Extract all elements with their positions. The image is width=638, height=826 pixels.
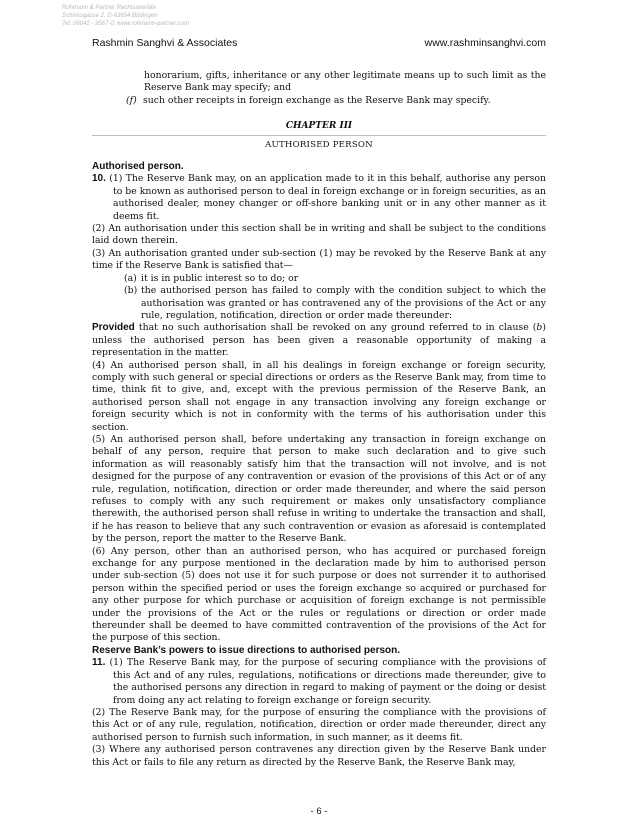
list-text: such other receipts in foreign exchange as the Reserve Bank may specify. — [143, 94, 491, 106]
list-label: (f) — [126, 94, 137, 106]
paragraph — [92, 322, 546, 359]
list-label: (b) — [124, 285, 138, 297]
paragraph-text: that no such authorisation shall be revoked on any ground referred to in clause ( — [134, 322, 537, 334]
paragraph-text: (1) The Reserve Bank may, for the purpose of securing compliance with the provisions of this Act and of any rules, regulations, notifications or directions made thereunder, give to the authorised persons any direction in regard to making of payment or the doing or desist from doing any act relating to foreign exchange or foreign security. — [109, 657, 546, 706]
paragraph: (4) An authorised person shall, in all his dealings in foreign exchange or foreign security, comply with such general or special directions or orders as the Reserve Bank may, from time to time, think fit to give, and, except with the previous permission of the Reserve Bank, an authorised person shall not engage in any transaction involving any foreign exchange or foreign security which is not in conformity with the terms of his authorisation under this section. — [92, 359, 546, 433]
section-number: 10. — [92, 173, 106, 185]
paragraph-text: (1) The Reserve Bank may, on an application made to it in this behalf, authorise any person to be known as authorised person to deal in foreign exchange or in foreign securities, as an authorised dealer, money changer or off-shore banking unit or in any other manner as it deems fit. — [109, 173, 546, 222]
paragraph: (3) Where any authorised person contravenes any direction given by the Reserve Bank under this Act or fails to file any return as directed by the Reserve Bank, the Reserve Bank may, — [92, 744, 546, 768]
chapter-number: CHAPTER III — [285, 121, 353, 132]
paragraph: honorarium, gifts, inheritance or any other legitimate means up to such limit as the Reserve Bank may specify; and — [144, 70, 546, 94]
paragraph: (5) An authorised person shall, before undertaking any transaction in foreign exchange on behalf of any person, require that person to make such declaration and to give such information as will reasonably satisfy him that the transaction will not involve, and is not designed for the purpose of any contravention or evasion of the provisions of this Act or of any rule, regulation, notification, direction or order made thereunder, and where the said person refuses to comply with any such requirement or makes only unsatisfactory compliance therewith, the authorised person shall refuse in writing to undertake the transaction and shall, if he has reason to believe that any such contravention or evasion as aforesaid is contemplated by the person, report the matter to the Reserve Bank. — [92, 433, 546, 545]
firm-name: Rashmin Sanghvi & Associates — [92, 37, 238, 49]
list-item — [92, 285, 546, 322]
page-header — [92, 37, 546, 49]
document-body — [92, 70, 546, 769]
list-label: (a) — [124, 272, 137, 284]
paragraph: (3) An authorisation granted under sub-section (1) may be revoked by the Reserve Bank at any time if the Reserve Bank is satisfied that— — [92, 247, 546, 272]
watermark-line: Schlossgasse 2, D-63654 Büdingen — [62, 13, 158, 19]
section-heading: Authorised person. — [92, 161, 184, 173]
paragraph: (6) Any person, other than an authorised person, who has acquired or purchased foreign exchange for any purpose mentioned in the declaration made by him to authorised person under sub-section (5) does not use it for such purpose or does not surrender it to authorised person within the specified period or uses the foreign exchange so acquired or purchased for any other purpose for which purchase or acquisition of foreign exchange is not permissible under the provisions of the Act or the rules or regulations or direction or order made thereunder shall be deemed to have committed contravention of the provisions of the Act for the purpose of this section. — [92, 545, 546, 644]
watermark-line: Rohmann & Partner Rechtsanwälte — [62, 5, 157, 11]
list-text: it is in public interest so to do; or — [141, 272, 299, 284]
website-link[interactable]: www.rashminsanghvi.com — [424, 37, 546, 49]
chapter-title: AUTHORISED PERSON — [265, 139, 373, 150]
provided-keyword: Provided — [92, 322, 135, 334]
list-item — [92, 273, 546, 285]
section-number: 11. — [92, 657, 106, 669]
watermark-line: Tel. 06042 - 9567-0; www.rohmann-partner.com — [62, 21, 189, 27]
page-number: - 6 - — [310, 806, 328, 817]
watermark — [62, 4, 189, 28]
list-text: the authorised person has failed to comply with the condition subject to which the authorisation was granted or has contravened any of the provisions of the Act or any rule, regulation, notification, direction or order made thereunder: — [141, 285, 546, 321]
paragraph-text: ) unless the authorised person has been given a reasonable opportunity of making a representation in the matter. — [92, 322, 546, 359]
paragraph — [92, 657, 546, 707]
paragraph: (2) The Reserve Bank may, for the purpose of ensuring the compliance with the provisions of this Act or of any rule, regulation, notification, direction or order made thereunder, direct any authorised person to furnish such information, in such manner, as it deems fit. — [92, 706, 546, 743]
divider — [92, 135, 546, 136]
paragraph: (2) An authorisation under this section shall be in writing and shall be subject to the conditions laid down therein. — [92, 223, 546, 247]
list-item — [92, 95, 546, 107]
section-heading: Reserve Bank’s powers to issue directions to authorised person. — [92, 644, 401, 656]
paragraph — [92, 173, 546, 223]
clause-ref: b — [536, 322, 543, 334]
